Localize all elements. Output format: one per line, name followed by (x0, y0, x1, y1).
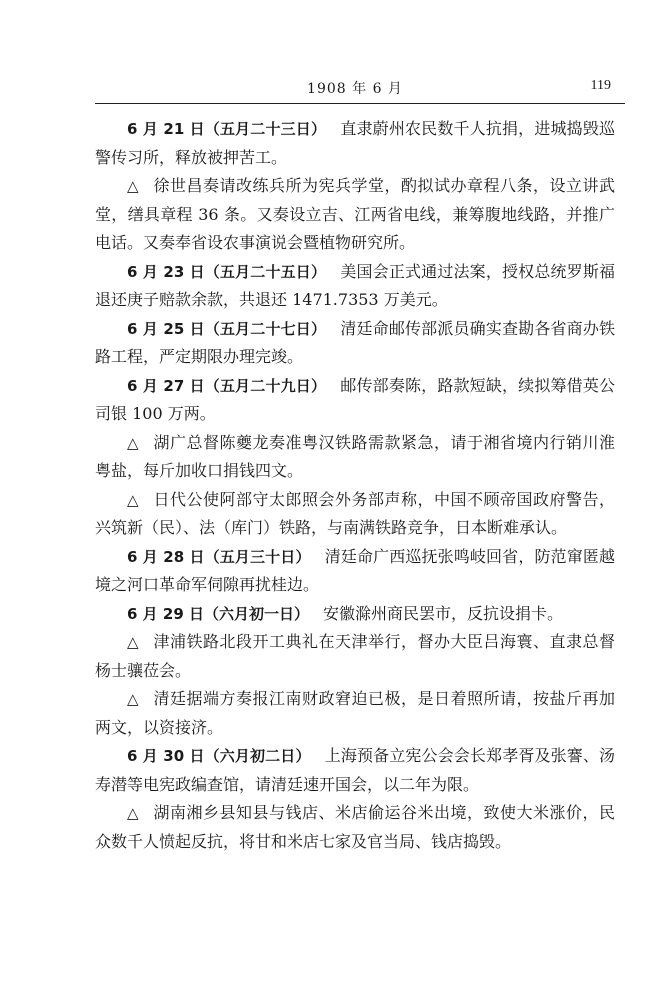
entry-0 (95, 115, 615, 172)
entry-date: 6 月 28 日（五月三十日） (127, 547, 311, 566)
entry-text: 邮传部奏陈，路款短缺，续拟筹借英公司银 100 万两。 (95, 375, 615, 423)
entry-text: 徐世昌奏请改练兵所为宪兵学堂，酌拟试办章程八条，设立讲武堂，缮具章程 36 条。又奏设立吉、江两省电线，兼筹腹地线路，并推广电话。又奏奉省设农事演说会暨植物研究所。 (95, 176, 615, 252)
entry-text: 清廷命邮传部派员确实查勘各省商办铁路工程，严定期限办理完竣。 (95, 318, 615, 366)
entry-1 (95, 172, 615, 258)
entry-9 (95, 628, 615, 685)
entry-8 (95, 600, 615, 629)
header-title: 1908 年 6 月 (307, 81, 403, 97)
entry-date: 6 月 21 日（五月二十三日） (127, 120, 327, 138)
triangle-marker-icon: △ (127, 804, 140, 822)
entry-text: 安徽滁州商民罢市，反抗设捐卡。 (322, 603, 563, 623)
triangle-marker-icon: △ (127, 490, 140, 509)
entry-date: 6 月 23 日（五月二十五日） (127, 262, 327, 281)
entry-7 (95, 543, 615, 600)
page-number: 119 (590, 78, 611, 93)
triangle-marker-icon: △ (127, 690, 140, 708)
entry-text: 直隶蔚州农民数千人抗捐，进城捣毁巡警传习所，释放被押苦工。 (95, 119, 615, 167)
entry-3 (95, 315, 615, 372)
triangle-marker-icon: △ (127, 433, 140, 452)
triangle-marker-icon: △ (127, 633, 140, 651)
entry-text: 清廷命广西巡抚张鸣岐回省，防范窜匿越境之河口革命军伺隙再扰桂边。 (95, 546, 615, 594)
entry-text: 湖广总督陈夔龙奏准粤汉铁路需款紧急，请于湘省境内行销川淮粤盐，每斤加收口捐钱四文。 (95, 432, 615, 480)
entry-5 (95, 429, 615, 486)
chronology-body (95, 115, 615, 856)
entry-text: 上海预备立宪公会会长郑孝胥及张謇、汤寿潜等电宪政编查馆，请清廷速开国会，以二年为限。 (95, 746, 615, 794)
entry-4 (95, 372, 615, 429)
entry-text: 清廷据端方奏报江南财政窘迫已极，是日着照所请，按盐斤再加两文，以资接济。 (95, 689, 615, 737)
entry-12 (95, 799, 615, 856)
entry-text: 津浦铁路北段开工典礼在天津举行，督办大臣吕海寰、直隶总督杨士骧莅会。 (95, 632, 615, 680)
entry-11 (95, 742, 615, 799)
triangle-marker-icon: △ (127, 177, 140, 195)
entry-date: 6 月 27 日（五月二十九日） (127, 376, 327, 395)
entry-text: 湖南湘乡县知县与钱店、米店偷运谷米出境，致使大米涨价，民众数千人愤起反抗，将甘和米店七家及官当局、钱店捣毁。 (95, 803, 615, 851)
entry-text: 美国会正式通过法案，授权总统罗斯福退还庚子赔款余款，共退还 1471.7353 万美元。 (95, 261, 615, 309)
entry-2 (95, 258, 615, 315)
running-header (95, 78, 615, 100)
entry-date: 6 月 29 日（六月初一日） (127, 604, 309, 623)
entry-6 (95, 486, 615, 543)
header-rule (95, 103, 625, 104)
entry-text: 日代公使阿部守太郎照会外务部声称，中国不顾帝国政府警告，兴筑新（民）、法（库门）铁路，与南满铁路竞争，日本断难承认。 (95, 489, 615, 537)
entry-date: 6 月 25 日（五月二十七日） (127, 319, 327, 338)
entry-10 (95, 685, 615, 742)
entry-date: 6 月 30 日（六月初二日） (127, 747, 311, 765)
